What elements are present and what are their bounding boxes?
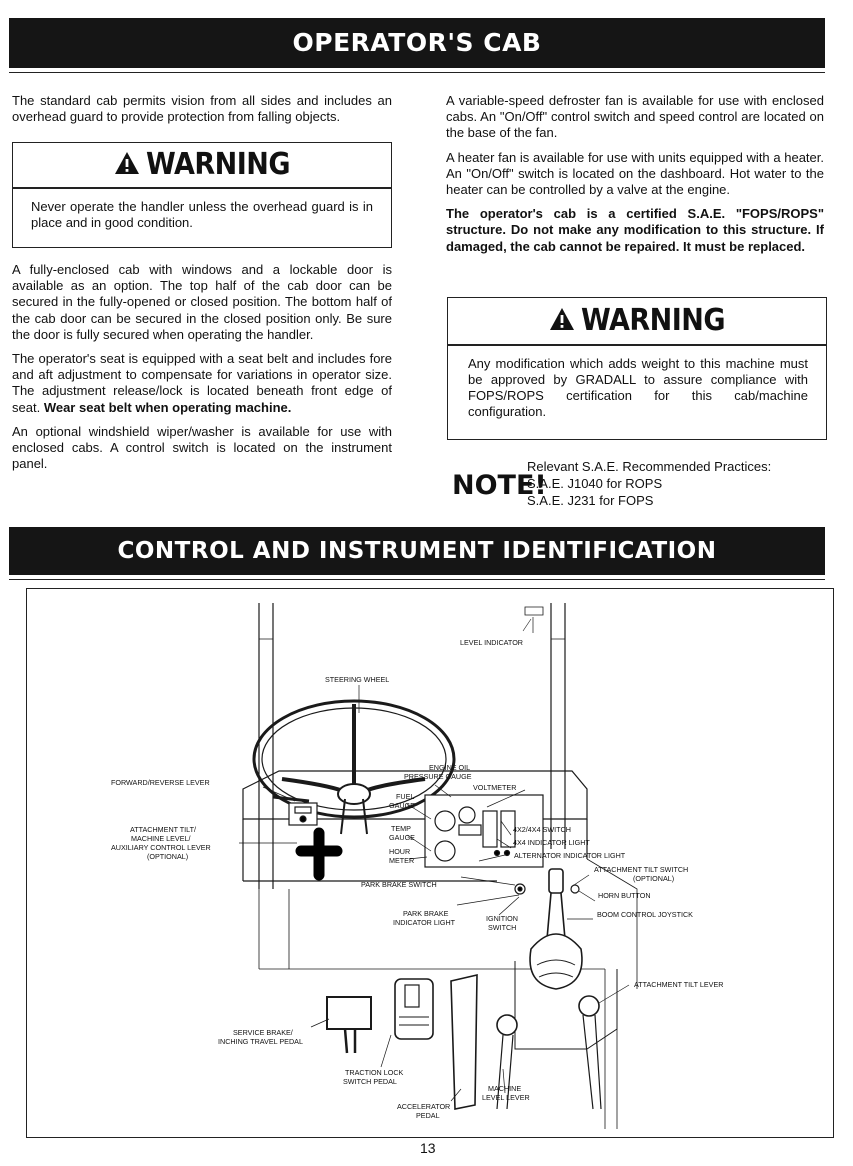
note-line: S.A.E. J1040 for ROPS [527, 476, 663, 491]
warning-triangle-icon [549, 299, 575, 345]
warning-triangle-icon [114, 144, 140, 188]
label-4x4-indicator-light: 4X4 INDICATOR LIGHT [513, 838, 590, 847]
warning-heading [448, 298, 826, 344]
defroster-paragraph: A variable-speed defroster fan is available for use with enclosed cabs. An "On/Off" control switch and speed control are located on the base of the fan. [446, 93, 824, 141]
label-machine-level-lever: LEVEL LEVER [482, 1093, 530, 1102]
warning-box-overhead-guard [12, 142, 392, 248]
warning-text: Any modification which adds weight to this machine must be approved by GRADALL to assure compliance with FOPS/ROPS certification for this cab/machine configuration. [468, 355, 808, 420]
right-column [446, 93, 824, 263]
seat-belt-warning: Wear seat belt when operating machine. [43, 399, 292, 415]
banner-underline [9, 72, 825, 73]
label-traction-lock-pedal: TRACTION LOCK [345, 1068, 404, 1077]
label-attachment-tilt-switch: (OPTIONAL) [633, 874, 675, 883]
label-engine-oil: ENGINE OIL [429, 763, 471, 772]
seat-paragraph [12, 351, 392, 416]
label-engine-oil: PRESSURE GAUGE [404, 772, 472, 781]
fops-rops-paragraph: The operator's cab is a certified S.A.E. "FOPS/ROPS" structure. Do not make any modification to this structure. If damaged, the cab cannot be repaired. It must be replaced. [446, 206, 824, 254]
warning-heading-text: WARNING [146, 147, 290, 182]
label-boom-control-joystick: BOOM CONTROL JOYSTICK [597, 910, 693, 919]
warning-heading [13, 143, 391, 187]
label-traction-lock-pedal: SWITCH PEDAL [343, 1077, 397, 1086]
warning-box-modification [447, 297, 827, 440]
label-hour-meter: HOUR [389, 847, 411, 856]
left-column-lower [12, 262, 392, 480]
label-park-brake-indicator: PARK BRAKE [403, 909, 449, 918]
cab-intro-paragraph: The standard cab permits vision from all sides and includes an overhead guard to provide protection from falling objects. [12, 93, 392, 125]
warning-heading-text: WARNING [581, 303, 725, 338]
cab-door-paragraph: A fully-enclosed cab with windows and a lockable door is available as an option. The top half of the cab door can be secured in the fully-opened or closed position. The bottom half of the cab door can be secured in the closed position only. Be sure the door is fully secured when operating the handler. [12, 262, 392, 342]
label-voltmeter: VOLTMETER [473, 783, 517, 792]
label-attachment-tilt-lever-optional: MACHINE LEVEL/ [131, 834, 191, 843]
note-line: Relevant S.A.E. Recommended Practices: [527, 459, 772, 474]
note-label: NOTE! [452, 470, 547, 501]
label-park-brake-indicator: INDICATOR LIGHT [393, 918, 456, 927]
label-fuel-gauge: GAUGE [389, 801, 415, 810]
warning-text: Never operate the handler unless the overhead guard is in place and in good condition. [31, 198, 373, 230]
label-attachment-tilt-lever-optional: AUXILIARY CONTROL LEVER [111, 843, 211, 852]
diagram-drawing [27, 589, 833, 1137]
label-attachment-tilt-switch: ATTACHMENT TILT SWITCH [594, 865, 689, 874]
banner-underline [9, 579, 825, 580]
note-line: S.A.E. J231 for FOPS [527, 493, 654, 508]
left-column [12, 93, 392, 133]
label-hour-meter: METER [389, 856, 415, 865]
label-temp-gauge: GAUGE [389, 833, 415, 842]
section-title: CONTROL AND INSTRUMENT IDENTIFICATION [117, 538, 717, 564]
label-horn-button: HORN BUTTON [598, 891, 651, 900]
label-accelerator-pedal: PEDAL [416, 1111, 440, 1120]
label-level-indicator: LEVEL INDICATOR [460, 638, 523, 647]
label-alternator-indicator: ALTERNATOR INDICATOR LIGHT [514, 851, 626, 860]
section-banner-operators-cab [9, 18, 825, 68]
note-text [527, 458, 771, 509]
label-temp-gauge: TEMP [391, 824, 411, 833]
label-ignition-switch: SWITCH [488, 923, 517, 932]
seat-paragraph-text: The operator's seat is equipped with a seat belt and includes fore and aft adjustment to compensate for variations in operator size. The adjustment release/lock is located beneath front edge of seat. [12, 351, 392, 415]
heater-paragraph: A heater fan is available for use with units equipped with a heater. An "On/Off" switch is located on the dashboard. Hot water to the heater can be controlled by a valve at the engine. [446, 149, 824, 198]
label-attachment-tilt-lever-optional: (OPTIONAL) [147, 852, 189, 861]
label-forward-reverse-lever: FORWARD/REVERSE LEVER [111, 778, 210, 787]
label-accelerator-pedal: ACCELERATOR [397, 1102, 451, 1111]
label-ignition-switch: IGNITION [486, 914, 518, 923]
label-steering-wheel: STEERING WHEEL [325, 675, 390, 684]
section-banner-controls [9, 527, 825, 575]
label-service-brake-pedal: SERVICE BRAKE/ [233, 1028, 293, 1037]
label-service-brake-pedal: INCHING TRAVEL PEDAL [218, 1037, 303, 1046]
label-attachment-tilt-lever: ATTACHMENT TILT LEVER [634, 980, 724, 989]
label-attachment-tilt-lever-optional: ATTACHMENT TILT/ [130, 825, 197, 834]
page-number: 13 [420, 1140, 436, 1156]
label-4x2-4x4-switch: 4X2/4X4 SWITCH [513, 825, 571, 834]
wiper-paragraph: An optional windshield wiper/washer is available for use with enclosed cabs. A control switch is located on the instrument panel. [12, 423, 392, 472]
section-title: OPERATOR'S CAB [292, 28, 542, 57]
label-fuel-gauge: FUEL [396, 792, 415, 801]
label-park-brake-switch: PARK BRAKE SWITCH [361, 880, 437, 889]
label-machine-level-lever: MACHINE [488, 1084, 522, 1093]
cab-controls-diagram [26, 588, 834, 1138]
